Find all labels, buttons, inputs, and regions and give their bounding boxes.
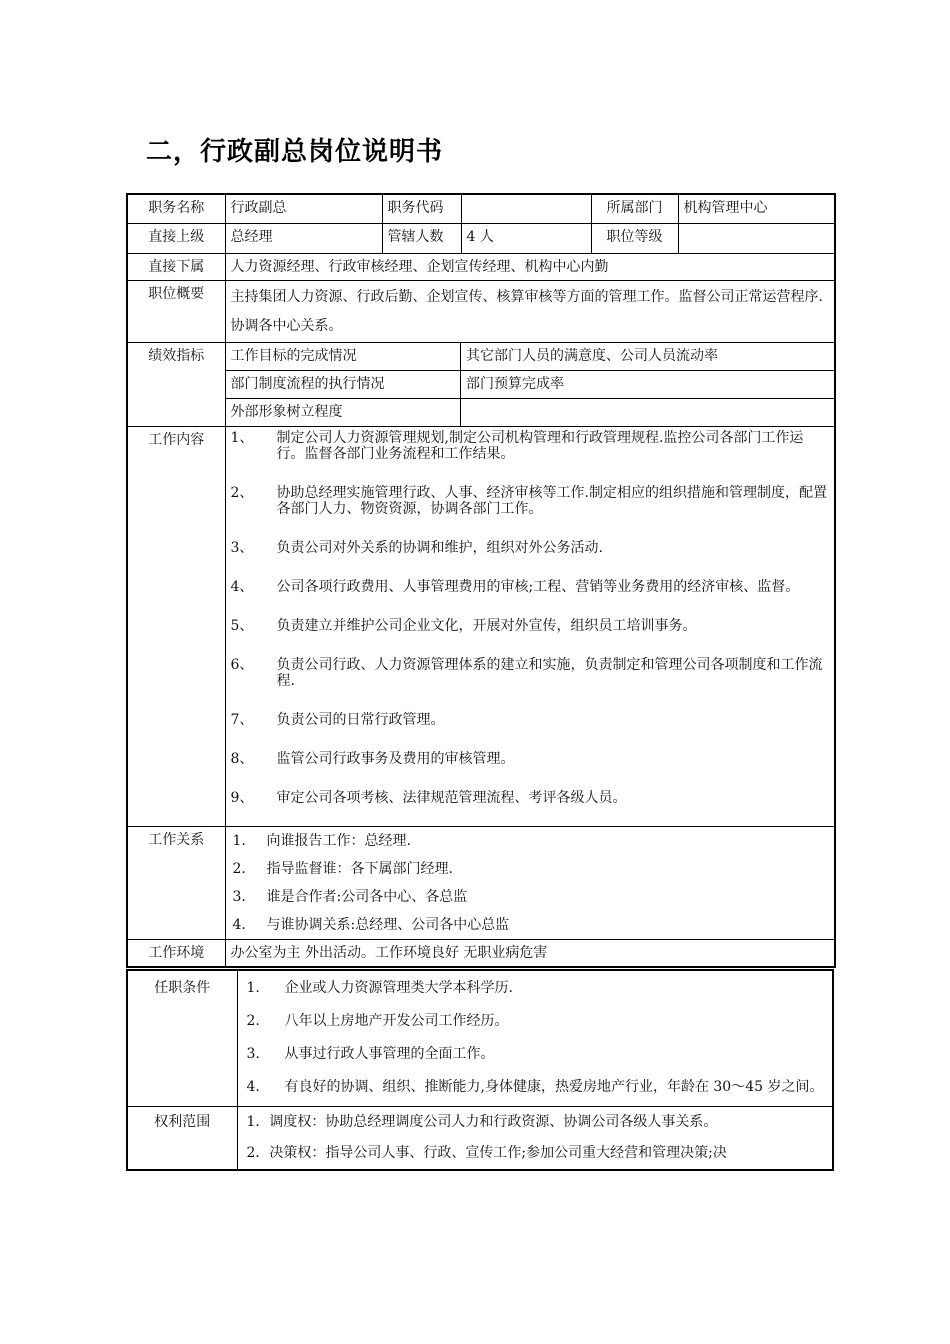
position-code-label: 职务代码 xyxy=(382,194,461,223)
kpi-cell: 部门预算完成率 xyxy=(461,370,835,398)
kpi-cell xyxy=(461,398,835,426)
list-item: 4、 公司各项行政费用、人事管理费用的审核;工程、营销等业务费用的经济审核、监督。 xyxy=(230,578,800,595)
list-item: 8、 监管公司行政事务及费用的审核管理。 xyxy=(230,750,515,767)
environment-value: 办公室为主 外出活动。工作环境良好 无职业病危害 xyxy=(225,939,835,967)
list-item: 4. 与谁协调关系:总经理、公司各中心总监 xyxy=(232,916,510,933)
environment-label: 工作环境 xyxy=(127,939,225,967)
list-item: 5、 负责建立并维护公司企业文化，开展对外宣传，组织员工培训事务。 xyxy=(230,617,697,634)
list-item: 3、 负责公司对外关系的协调和维护，组织对外公务活动. xyxy=(230,539,603,556)
list-item: 1. 企业或人力资源管理类大学本科学历. xyxy=(246,980,513,996)
headcount-value: 4 人 xyxy=(461,223,591,253)
list-item: 3. 从事过行政人事管理的全面工作。 xyxy=(246,1046,495,1062)
overview-label: 职位概要 xyxy=(127,280,225,342)
list-item: 2．决策权：指导公司人事、行政、宣传工作;参加公司重大经营和管理决策;决 xyxy=(246,1145,727,1161)
work-content-list xyxy=(226,427,835,826)
department-label: 所属部门 xyxy=(591,194,678,223)
qualifications-label: 任职条件 xyxy=(127,970,237,1107)
list-item: 2. 指导监督谁：各下属部门经理. xyxy=(232,860,453,877)
list-item: 2. 八年以上房地产开发公司工作经历。 xyxy=(246,1013,509,1029)
department-value: 机构管理中心 xyxy=(678,194,835,223)
position-name-label: 职务名称 xyxy=(127,194,225,223)
list-item: 1、 制定公司人力资源管理规划,制定公司机构管理和行政管理规程.监控公司各部门工作运行。监督各部门业务流程和工作结果。 xyxy=(230,429,804,462)
list-item: 1．调度权：协助总经理调度公司人力和行政资源、协调公司各级人事关系。 xyxy=(246,1114,718,1130)
kpi-cell: 部门制度流程的执行情况 xyxy=(226,370,461,398)
list-item: 4. 有良好的协调、组织、推断能力,身体健康，热爱房地产行业，年龄在 30～45 岁之间。 xyxy=(246,1079,824,1095)
headcount-label: 管辖人数 xyxy=(382,223,461,253)
authority-label: 权利范围 xyxy=(127,1107,237,1171)
list-item: 7、 负责公司的日常行政管理。 xyxy=(230,711,445,728)
requirements-table xyxy=(126,969,834,1171)
superior-value: 总经理 xyxy=(225,223,382,253)
relations-label: 工作关系 xyxy=(127,826,225,939)
page-title: 二，行政副总岗位说明书 xyxy=(146,137,444,167)
work-label: 工作内容 xyxy=(127,426,225,826)
kpi-cell: 工作目标的完成情况 xyxy=(226,343,461,371)
grade-value xyxy=(678,223,835,253)
kpi-cell: 其它部门人员的满意度、公司人员流动率 xyxy=(461,343,835,371)
list-item: 1. 向谁报告工作：总经理. xyxy=(232,832,411,849)
list-item: 3. 谁是合作者:公司各中心、各总监 xyxy=(232,888,468,905)
kpi-cell: 外部形象树立程度 xyxy=(226,398,461,426)
subordinates-value: 人力资源经理、行政审核经理、企划宣传经理、机构中心内勤 xyxy=(225,253,835,280)
kpi-label: 绩效指标 xyxy=(127,342,225,426)
overview-value: 主持集团人力资源、行政后勤、企划宣传、核算审核等方面的管理工作。监督公司正常运营程序.协调各中心关系。 xyxy=(225,280,835,342)
subordinates-label: 直接下属 xyxy=(127,253,225,280)
position-code-value xyxy=(461,194,591,223)
kpi-grid xyxy=(226,343,835,426)
list-item: 2、 协助总经理实施管理行政、人事、经济审核等工作.制定相应的组织措施和管理制度，配置各部门人力、物资资源，协调各部门工作。 xyxy=(230,484,827,517)
job-description-table xyxy=(126,193,836,968)
position-name-value: 行政副总 xyxy=(225,194,382,223)
list-item: 9、 审定公司各项考核、法律规范管理流程、考评各级人员。 xyxy=(230,789,627,806)
grade-label: 职位等级 xyxy=(591,223,678,253)
superior-label: 直接上级 xyxy=(127,223,225,253)
list-item: 6、 负责公司行政、人力资源管理体系的建立和实施，负责制定和管理公司各项制度和工作流程. xyxy=(230,656,823,689)
